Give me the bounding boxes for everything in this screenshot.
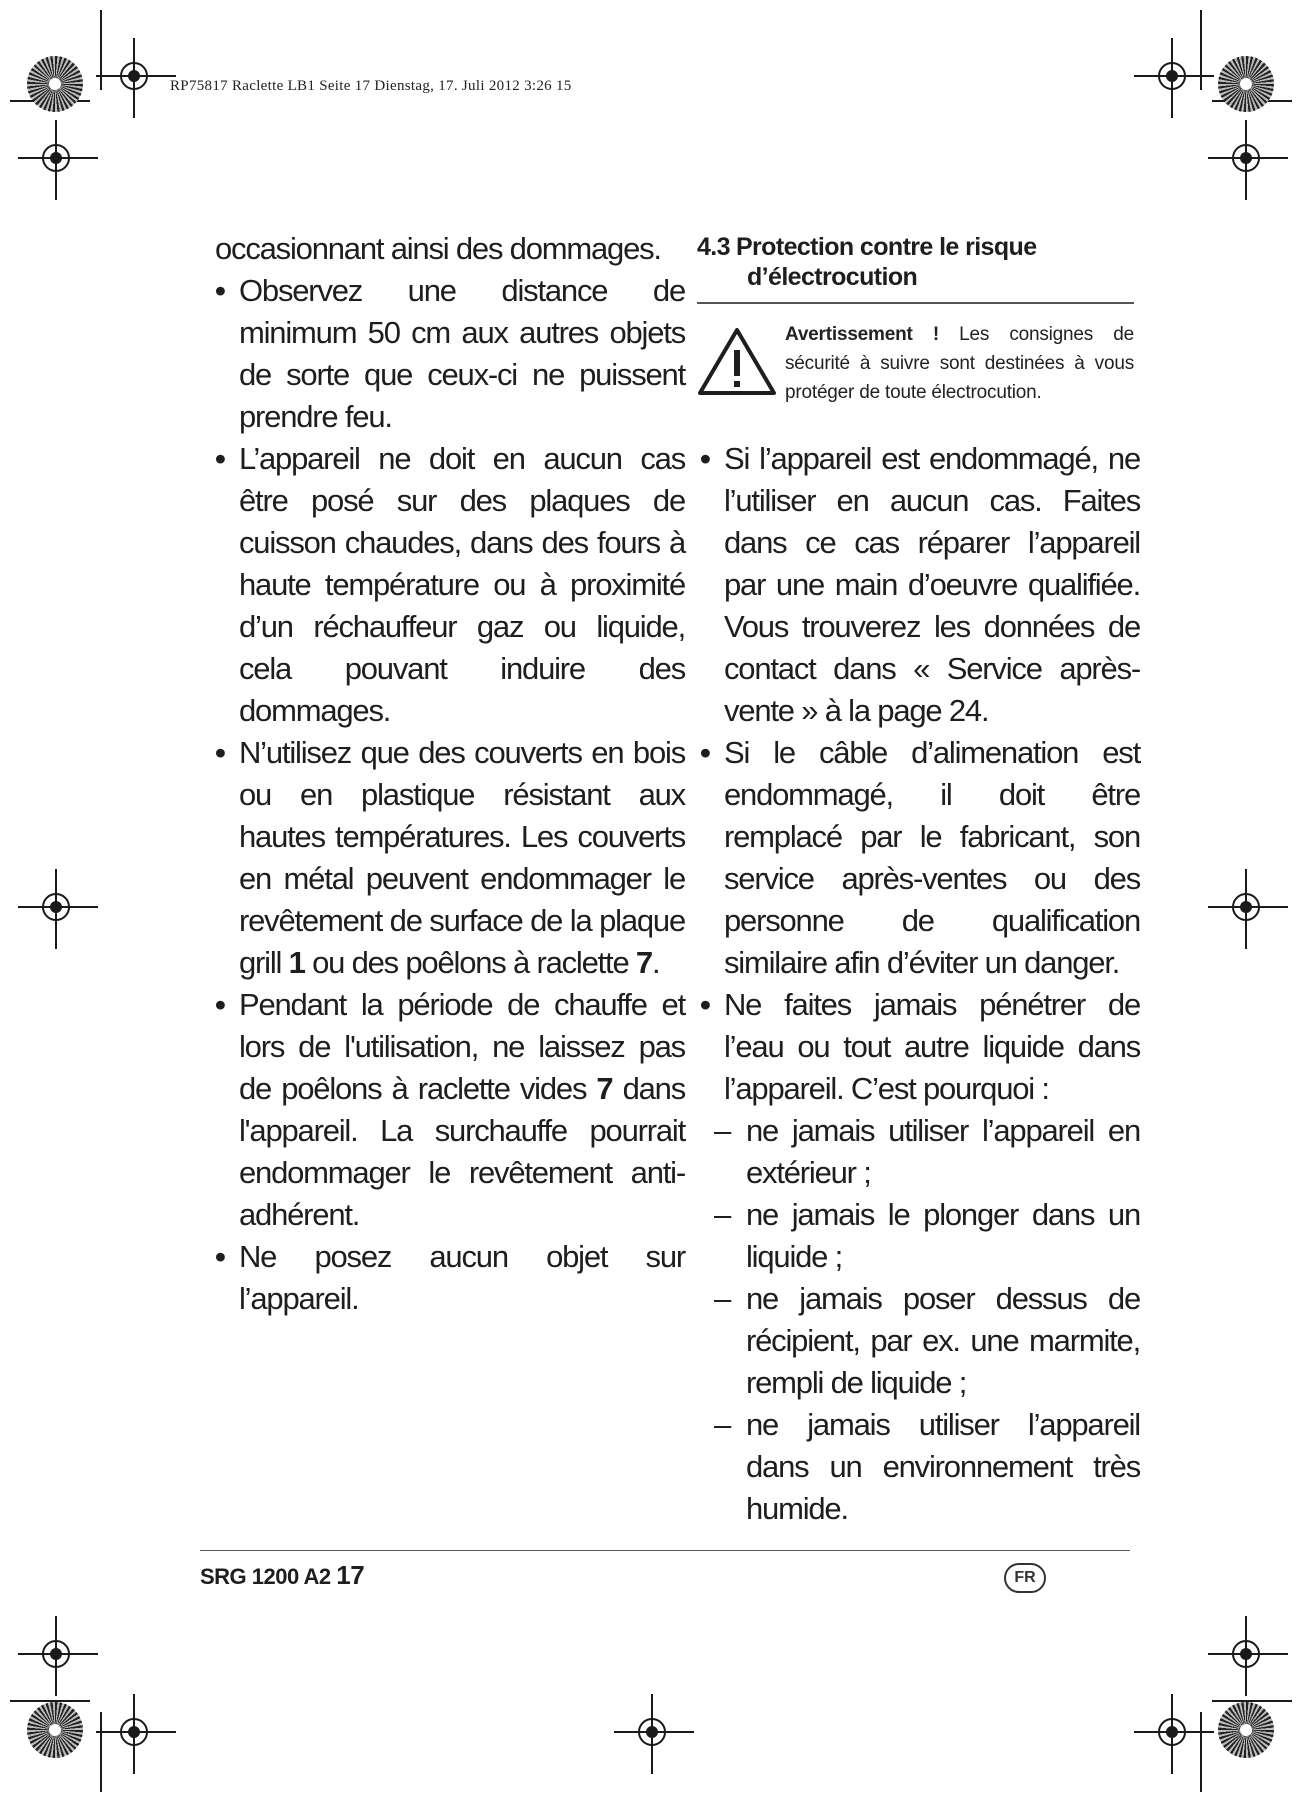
list-item <box>700 438 1140 732</box>
dash-item-text: ne jamais le plonger dans un liquide ; <box>746 1197 1140 1274</box>
registration-mark-icon <box>42 144 70 172</box>
list-item-text: ou des poêlons à raclette <box>304 945 636 980</box>
list-item-text: . <box>651 945 660 980</box>
list-item-text: Ne posez aucun objet sur l’appareil. <box>239 1239 685 1316</box>
registration-mark-icon <box>1232 893 1260 921</box>
dash-icon: – <box>714 1113 731 1148</box>
crop-line <box>100 10 102 90</box>
color-wheel-icon <box>27 1702 83 1758</box>
dash-item-text: ne jamais utiliser l’appareil en extérieur ; <box>746 1113 1140 1190</box>
model-number: SRG 1200 A2 <box>200 1564 337 1589</box>
warning-text <box>785 320 1134 407</box>
list-item <box>215 1236 685 1320</box>
part-reference: 1 <box>288 945 305 980</box>
dash-item <box>700 1110 1140 1194</box>
warning-triangle-icon <box>697 326 777 396</box>
registration-mark-icon <box>42 1640 70 1668</box>
crop-line <box>1200 1712 1202 1792</box>
bullet-icon: • <box>700 441 710 476</box>
registration-mark-icon <box>1158 1718 1186 1746</box>
warning-body: Les consignes de sécurité à suivre sont destinées à vous protéger de toute électrocution. <box>785 324 1134 403</box>
right-column <box>700 438 1140 1530</box>
divider <box>697 302 1134 304</box>
bullet-icon: • <box>215 1239 225 1274</box>
bullet-icon: • <box>215 273 225 308</box>
dash-icon: – <box>714 1197 731 1232</box>
bullet-icon: • <box>215 441 225 476</box>
dash-item-text: ne jamais utiliser l’appareil dans un environnement très humide. <box>746 1407 1140 1526</box>
color-wheel-icon <box>1218 1702 1274 1758</box>
dash-icon: – <box>714 1407 731 1442</box>
section-title-line2: d’électrocution <box>747 263 918 291</box>
list-item-text: Ne faites jamais pénétrer de l’eau ou tout autre liquide dans l’appareil. C’est pourquoi : <box>724 987 1140 1106</box>
color-wheel-icon <box>1218 56 1274 112</box>
list-item-text: Pendant la période de chauffe et lors de l'utilisation, ne laissez pas de poêlons à raclette vides <box>239 987 685 1106</box>
bullet-icon: • <box>700 987 710 1022</box>
footer-model <box>200 1560 364 1591</box>
list-item-text: dans l'appareil. La surchauffe pourrait endommager le revêtement anti-adhérent. <box>239 1071 685 1232</box>
list-item-text: N’utilisez que des couverts en bois ou en plastique résistant aux hautes températures. Les couverts en métal peuvent endommager le revêtement de surface de la plaque grill <box>239 735 685 980</box>
list-item <box>215 732 685 984</box>
bullet-icon: • <box>215 987 225 1022</box>
list-item <box>215 984 685 1236</box>
registration-mark-icon <box>120 1718 148 1746</box>
list-item <box>215 270 685 438</box>
registration-mark-icon <box>1232 1640 1260 1668</box>
list-item <box>700 732 1140 984</box>
intro-text: occasionnant ainsi des dommages. <box>215 231 661 266</box>
dash-item <box>700 1194 1140 1278</box>
dash-item <box>700 1404 1140 1530</box>
list-item-text: L’appareil ne doit en aucun cas être posé sur des plaques de cuisson chaudes, dans des fours à haute température ou à proximité d’un réchauffeur gaz ou liquide, cela pouvant induire des dommages. <box>239 441 685 728</box>
dash-item-text: ne jamais poser dessus de récipient, par ex. une marmite, rempli de liquide ; <box>746 1281 1140 1400</box>
section-heading <box>697 232 1147 292</box>
crop-line <box>100 1712 102 1792</box>
footer-divider <box>200 1550 1130 1551</box>
warning-label: Avertissement ! <box>785 324 939 345</box>
language-badge: FR <box>1004 1563 1046 1593</box>
bullet-icon: • <box>700 735 710 770</box>
part-reference: 7 <box>635 945 652 980</box>
part-reference: 7 <box>596 1071 613 1106</box>
left-column <box>215 228 685 1320</box>
list-item-text: Si le câble d’alimenation est endommagé, il doit être remplacé par le fabricant, son service après-ventes ou des personne de qualification similaire afin d’éviter un danger. <box>724 735 1140 980</box>
registration-mark-icon <box>1158 62 1186 90</box>
bullet-icon: • <box>215 735 225 770</box>
list-item <box>215 438 685 732</box>
warning-box <box>697 318 1134 433</box>
list-item <box>700 984 1140 1110</box>
section-title: Protection contre le risque <box>735 233 1037 261</box>
registration-mark-icon <box>1232 144 1260 172</box>
page-number: 17 <box>336 1560 365 1590</box>
color-wheel-icon <box>27 56 83 112</box>
list-item-text: Si l’appareil est endommagé, ne l’utiliser en aucun cas. Faites dans ce cas réparer l’appareil par une main d’oeuvre qualifiée. Vous trouverez les données de contact dans « Service après-vente » à la page 24. <box>724 441 1140 728</box>
registration-mark-icon <box>638 1718 666 1746</box>
dash-icon: – <box>714 1281 731 1316</box>
section-number: 4.3 <box>697 233 730 261</box>
print-slug: RP75817 Raclette LB1 Seite 17 Dienstag, 17. Juli 2012 3:26 15 <box>170 78 572 94</box>
dash-item <box>700 1278 1140 1404</box>
registration-mark-icon <box>120 62 148 90</box>
registration-mark-icon <box>42 893 70 921</box>
list-item-text: Observez une distance de minimum 50 cm aux autres objets de sorte que ceux-ci ne puissent prendre feu. <box>239 273 685 434</box>
crop-line <box>1200 10 1202 90</box>
